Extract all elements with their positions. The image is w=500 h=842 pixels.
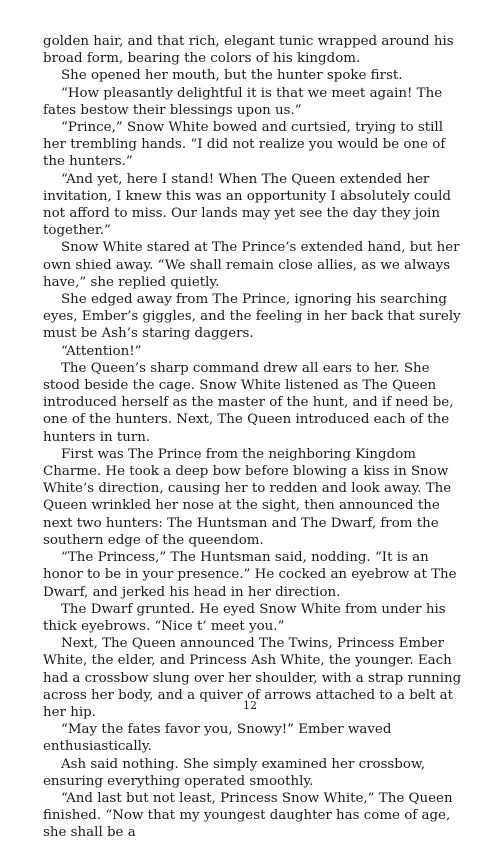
paragraph: golden hair, and that rich, elegant tunic wrapped around his broad form, bearing the colors of his kingdom. (43, 34, 454, 67)
paragraph: “Prince,” Snow White bowed and curtsied, trying to still her trembling hands. “I did not realize you would be one of the hunters.” (43, 120, 446, 170)
paragraph: “How pleasantly delightful it is that we meet again! The fates bestow their blessings upon us.” (43, 85, 443, 118)
paragraph: “And last but not least, Princess Snow White,” The Queen finished. “Now that my youngest daughter has come of age, she shall be a (43, 790, 453, 841)
paragraph: Next, The Queen announced The Twins, Princess Ember White, the elder, and Princess Ash White, the younger. Each had a crossbow slung over her shoulder, with a strap running across her body, and a quiver of arrows attached to a belt at her hip. (43, 636, 462, 720)
paragraph: The Queen’s sharp command drew all ears to her. She stood beside the cage. Snow White listened as The Queen introduced herself as the master of the hunt, and if need be, one of the hunters. Next, The Queen introduced each of the hunters in turn. (43, 360, 454, 445)
paragraph: She edged away from The Prince, ignoring his searching eyes, Ember’s giggles, and the feeling in her back that surely must be Ash’s staring daggers. (43, 292, 461, 342)
paragraph: Snow White stared at The Prince’s extended hand, but her own shied away. “We shall remain close allies, as we always have,” she replied quietly. (43, 240, 460, 290)
page-body-text (43, 33, 462, 842)
page-number: 12 (243, 699, 257, 712)
paragraph: “May the fates favor you, Snowy!” Ember waved enthusiastically. (43, 722, 392, 755)
paragraph: “And yet, here I stand! When The Queen extended her invitation, I knew this was an opportunity I absolutely could not afford to miss. Our lands may yet see the day they join together.” (43, 171, 451, 239)
paragraph: “The Princess,” The Huntsman said, nodding. “It is an honor to be in your presence.” He cocked an eyebrow at The Dwarf, and jerked his head in her direction. (43, 550, 457, 600)
paragraph: Ash said nothing. She simply examined her crossbow, ensuring everything operated smoothly. (43, 756, 426, 789)
paragraph: First was The Prince from the neighboring Kingdom Charme. He took a deep bow before blowing a kiss in Snow White’s direction, causing her to redden and look away. The Queen wrinkled her nose at the sight, then announced the next two hunters: The Huntsman and The Dwarf, from the southern edge of the queendom. (43, 446, 452, 548)
paragraph: “Attention!” (61, 343, 142, 359)
paragraph: The Dwarf grunted. He eyed Snow White from under his thick eyebrows. “Nice t’ meet you.” (43, 601, 446, 634)
paragraph: She opened her mouth, but the hunter spoke first. (61, 68, 403, 84)
